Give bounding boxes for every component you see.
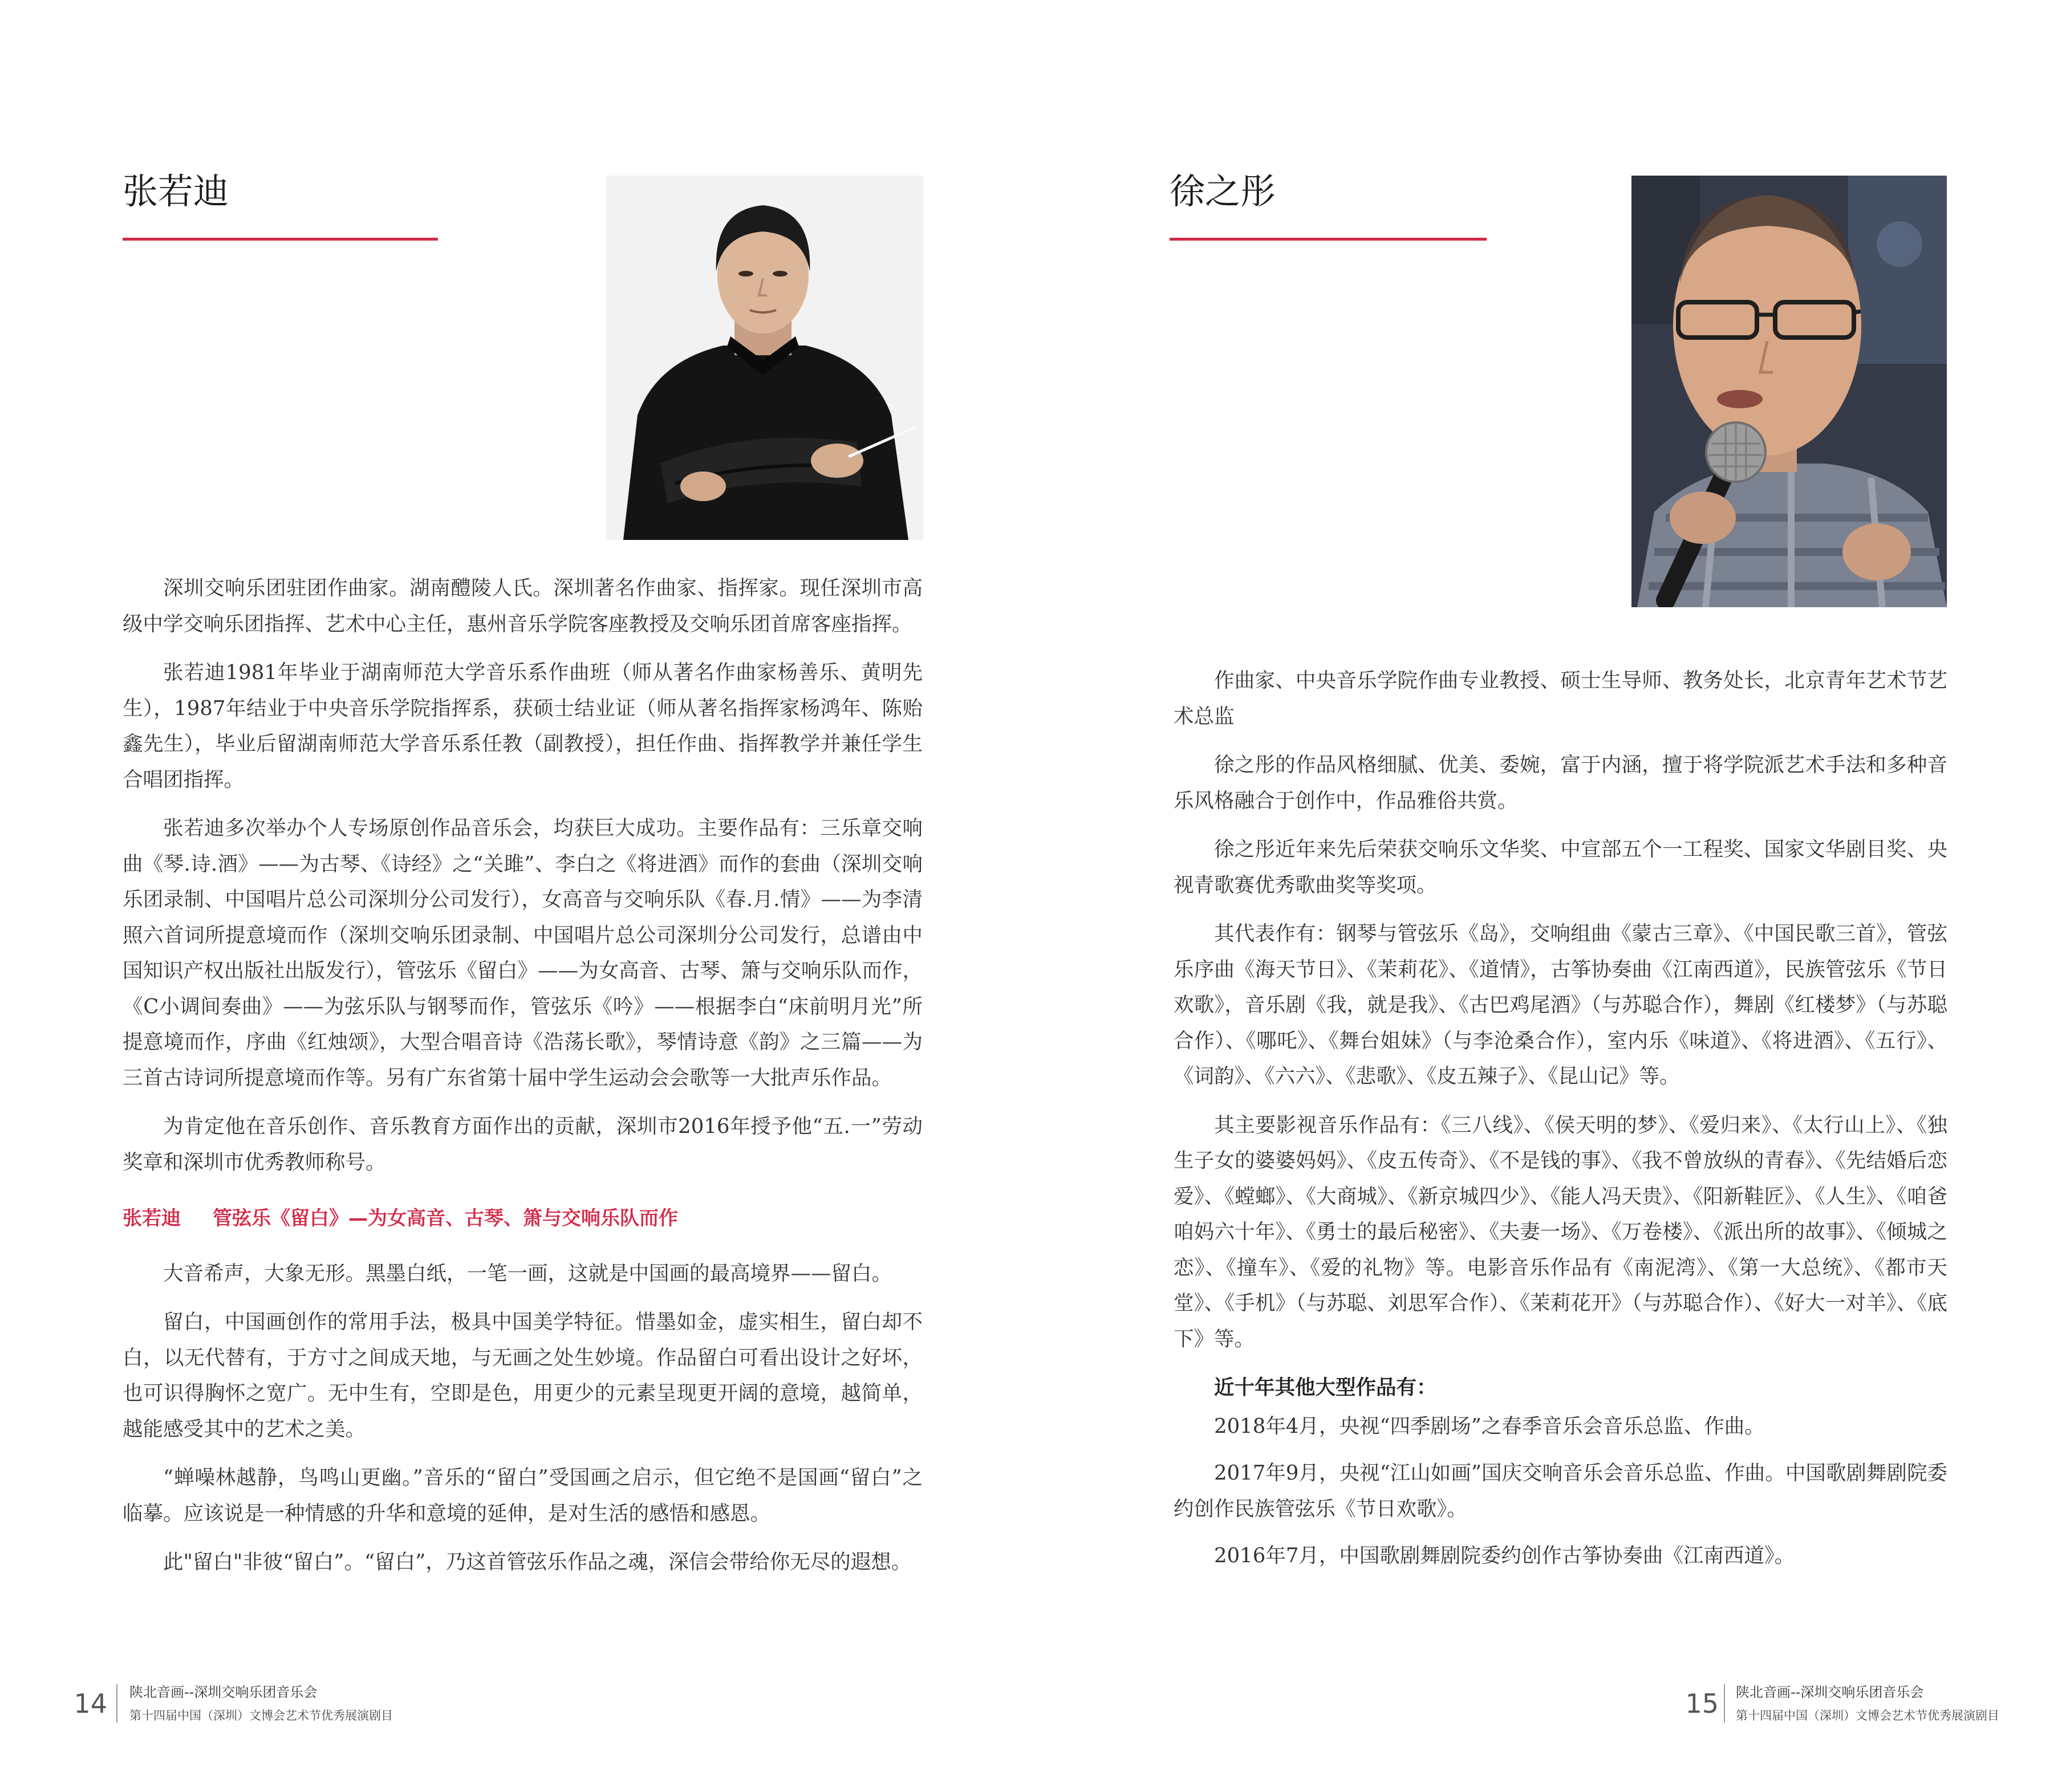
bio-paragraph: 徐之彤近年来先后荣获交响乐文华奖、中宣部五个一工程奖、国家文华剧目奖、央视青歌赛优秀歌曲奖等奖项。 — [1174, 838, 1947, 897]
title-underline — [123, 238, 438, 241]
program-note-paragraph: 此"留白"非彼“留白”。“留白”，乃这首管弦乐作品之魂，深信会带给你无尽的遐想。 — [163, 1550, 912, 1574]
work-heading-title: 管弦乐《留白》—为女高音、古琴、箫与交响乐队而作 — [213, 1207, 678, 1230]
bio-paragraph: 其代表作有：钢琴与管弦乐《岛》，交响组曲《蒙古三章》、《中国民歌三首》，管弦乐序曲《海天节日》、《茉莉花》、《道情》，古筝协奏曲《江南西道》，民族管弦乐《节日欢歌》，音乐剧《我，就是我》、《古巴鸡尾酒》（与苏聪合作），舞剧《红楼梦》（与苏聪合作）、《哪吒》、《舞台姐妹》（与李沧桑合作），室内乐《味道》、《将进酒》、《五行》、《词韵》、《六六》、《悲歌》、《皮五辣子》、《昆山记》等。 — [1174, 922, 1947, 1088]
footer-caption — [129, 1684, 393, 1724]
footer-concert-title: 陕北音画--深圳交响乐团音乐会 — [129, 1684, 318, 1700]
portrait-photo — [606, 176, 923, 540]
bio-paragraph: 张若迪1981年毕业于湖南师范大学音乐系作曲班（师从著名作曲家杨善乐、黄明先生），1987年结业于中央音乐学院指挥系，获硕士结业证（师从著名指挥家杨鸿年、陈贻鑫先生），毕业后留湖南师范大学音乐系任教（副教授），担任作曲、指挥教学并兼任学生合唱团指挥。 — [123, 661, 923, 791]
footer-divider — [116, 1684, 117, 1722]
recent-work-item: 2016年7月，中国歌剧舞剧院委约创作古筝协奏曲《江南西道》。 — [1214, 1544, 1795, 1567]
program-note-paragraph: 留白，中国画创作的常用手法，极具中国美学特征。惜墨如金，虚实相生，留白却不白，以无代替有，于方寸之间成天地，与无画之处生妙境。作品留白可看出设计之好坏，也可识得胸怀之宽广。无中生有，空即是色，用更少的元素呈现更开阔的意境，越简单，越能感受其中的艺术之美。 — [123, 1310, 923, 1441]
page-number: 15 — [1685, 1688, 1719, 1719]
program-note-paragraph: 大音希声，大象无形。黑墨白纸，一笔一画，这就是中国画的最高境界——留白。 — [163, 1261, 892, 1285]
program-note-paragraph: “蝉噪林越静，鸟鸣山更幽。”音乐的“留白”受国画之启示，但它绝不是国画“留白”之临摹。应该说是一种情感的升华和意境的延伸，是对生活的感悟和感恩。 — [123, 1466, 923, 1525]
bio-column — [1174, 663, 1947, 1586]
page-right — [1031, 0, 2062, 1792]
footer-festival-line: 第十四届中国（深圳）文博会艺术节优秀展演剧目 — [1736, 1709, 1999, 1722]
bio-paragraph: 其主要影视音乐作品有：《三八线》、《侯天明的梦》、《爱归来》、《太行山上》、《独生子女的婆婆妈妈》、《皮五传奇》、《不是钱的事》、《我不曾放纵的青春》、《先结婚后恋爱》、《螳螂》、《大商城》、《新京城四少》、《能人冯天贵》、《阳新鞋匠》、《人生》、《咱爸咱妈六十年》、《勇士的最后秘密》、《夫妻一场》、《万卷楼》、《派出所的故事》、《倾城之恋》、《撞车》、《爱的礼物》等。电影音乐作品有《南泥湾》、《第一大总统》、《都市天堂》、《手机》（与苏聪、刘思军合作）、《茉莉花开》（与苏聪合作）、《好大一对羊》、《底下》等。 — [1174, 1113, 1947, 1351]
recent-work-item: 2018年4月，央视“四季剧场”之春季音乐会音乐总监、作曲。 — [1214, 1414, 1765, 1438]
bio-paragraph: 徐之彤的作品风格细腻、优美、委婉，富于内涵，擅于将学院派艺术手法和多种音乐风格融合于创作中，作品雅俗共赏。 — [1174, 753, 1947, 812]
portrait-illustration — [606, 176, 923, 540]
bio-paragraph: 深圳交响乐团驻团作曲家。湖南醴陵人氏。深圳著名作曲家、指挥家。现任深圳市高级中学交响乐团指挥、艺术中心主任，惠州音乐学院客座教授及交响乐团首席客座指挥。 — [123, 576, 923, 636]
footer-caption — [1736, 1684, 1999, 1724]
work-heading — [123, 1201, 923, 1237]
work-heading-composer: 张若迪 — [123, 1207, 181, 1230]
title-underline — [1170, 238, 1487, 241]
recent-works-heading: 近十年其他大型作品有： — [1214, 1376, 1437, 1399]
bio-column — [123, 571, 923, 1594]
footer-concert-title: 陕北音画--深圳交响乐团音乐会 — [1736, 1684, 1924, 1700]
bio-paragraph: 作曲家、中央音乐学院作曲专业教授、硕士生导师、教务处长，北京青年艺术节艺术总监 — [1174, 669, 1947, 728]
page-title: 张若迪 — [123, 170, 229, 212]
recent-work-item: 2017年9月，央视“江山如画”国庆交响音乐会音乐总监、作曲。中国歌剧舞剧院委约创作民族管弦乐《节日欢歌》。 — [1174, 1461, 1947, 1521]
bio-paragraph: 为肯定他在音乐创作、音乐教育方面作出的贡献，深圳市2016年授予他“五.一”劳动奖章和深圳市优秀教师称号。 — [123, 1115, 923, 1174]
page-title: 徐之彤 — [1170, 170, 1276, 212]
bio-paragraph: 张若迪多次举办个人专场原创作品音乐会，均获巨大成功。主要作品有：三乐章交响曲《琴.诗.酒》——为古琴、《诗经》之“关雎”、李白之《将进酒》而作的套曲（深圳交响乐团录制、中国唱片总公司深圳分公司发行），女高音与交响乐队《春.月.情》——为李清照六首词所提意境而作（深圳交响乐团录制、中国唱片总公司深圳分公司发行，总谱由中国知识产权出版社出版发行），管弦乐《留白》——为女高音、古琴、箫与交响乐队而作，《C小调间奏曲》——为弦乐队与钢琴而作，管弦乐《吟》——根据李白“床前明月光”所提意境而作，序曲《红烛颂》，大型合唱音诗《浩荡长歌》，琴情诗意《韵》之三篇——为三首古诗词所提意境而作等。另有广东省第十届中学生运动会会歌等一大批声乐作品。 — [123, 816, 923, 1090]
footer-divider — [1724, 1684, 1725, 1722]
footer-festival-line: 第十四届中国（深圳）文博会艺术节优秀展演剧目 — [129, 1709, 393, 1722]
page-number: 14 — [74, 1688, 107, 1719]
portrait-illustration — [1631, 176, 1947, 607]
portrait-photo — [1631, 176, 1947, 607]
